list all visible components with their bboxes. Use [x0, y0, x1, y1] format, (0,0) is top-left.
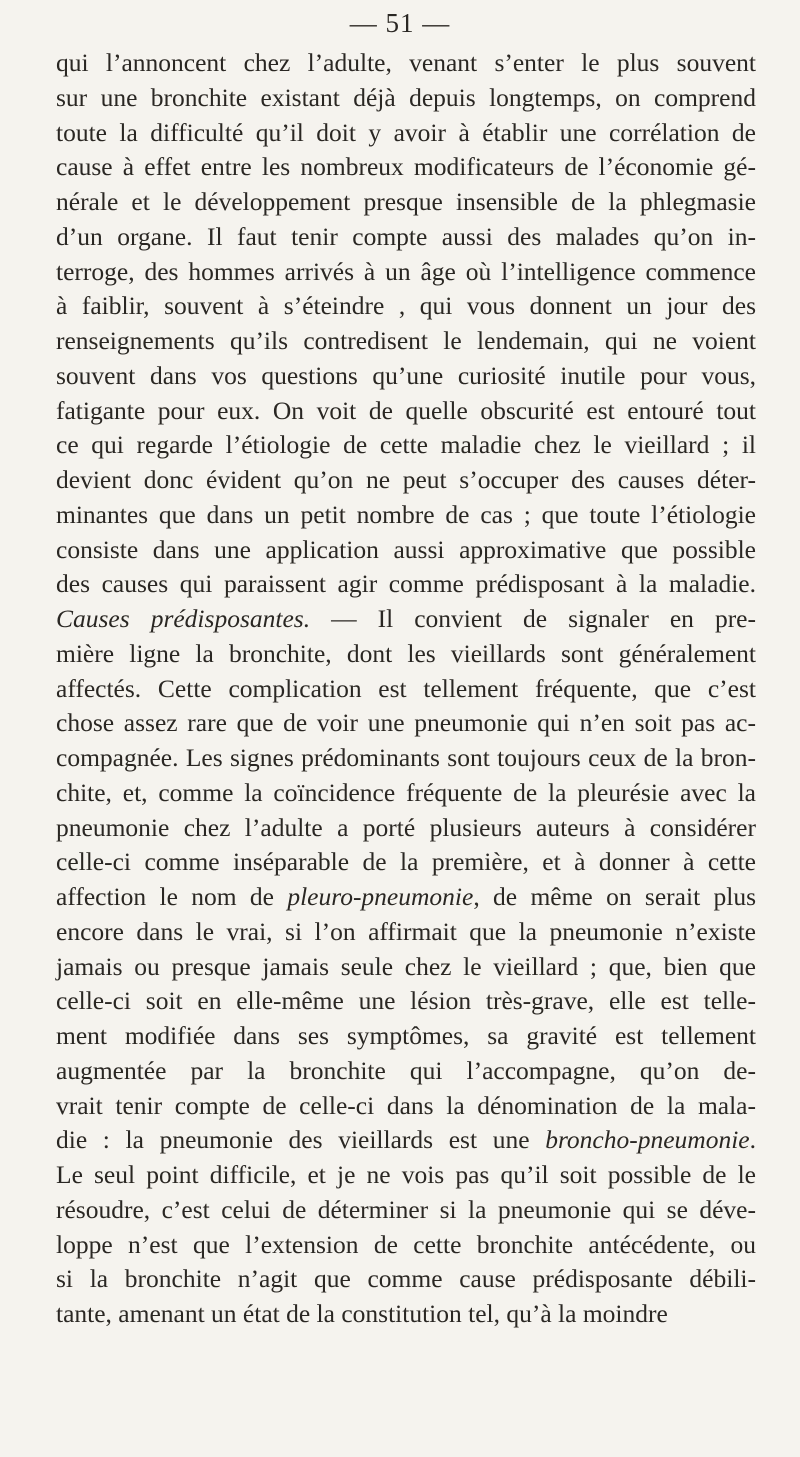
text-line: qui l’annoncent chez l’adulte, venant s’enter le plus souvent [56, 48, 756, 77]
text-run: , de même on serait plus [473, 882, 756, 911]
text-line [56, 602, 756, 637]
text-line: renseignements qu’ils contredisent le lendemain, qui ne voient [56, 326, 756, 355]
text-line: terroge, des hommes arrivés à un âge où l’intelligence commence [56, 256, 756, 286]
text-line: ce qui regarde l’étiologie de cette maladie chez le vieillard ; il [56, 430, 756, 460]
text-line: chite, et, comme la coïncidence fréquente de la pleurésie avec la [56, 777, 756, 807]
text-line: affectés. Cette complication est tellement fréquente, que c’est [56, 673, 756, 703]
text-line: souvent dans vos questions qu’une curiosité inutile pour vous, [56, 360, 756, 390]
page-number: — 51 — [349, 8, 451, 38]
text-run: die : la pneumonie des vieillards est une [56, 1125, 546, 1155]
text-line [56, 880, 756, 915]
text-line: augmentée par la bronchite qui l’accompagne, qu’on de- [56, 1055, 756, 1085]
text-line: consiste dans une application aussi approximative que possible [56, 534, 756, 564]
text-line: fatigante pour eux. On voit de quelle obscurité est entouré tout [56, 395, 756, 425]
text-line: compagnée. Les signes prédominants sont toujours ceux de la bron- [56, 743, 756, 772]
text-line: devient donc évident qu’on ne peut s’occuper des causes déter- [56, 465, 756, 494]
text-line: pneumonie chez l’adulte a porté plusieurs auteurs à considérer [56, 812, 756, 842]
text-line: vrait tenir compte de celle-ci dans la dénomination de la mala- [56, 1090, 756, 1120]
text-line: jamais ou presque jamais seule chez le vieillard ; que, bien que [56, 951, 756, 981]
text-line: Le seul point difficile, et je ne vois pas qu’il soit possible de le [56, 1160, 756, 1189]
text-line: minantes que dans un petit nombre de cas ; que toute l’étiologie [56, 499, 756, 529]
text-line: loppe n’est que l’extension de cette bronchite antécédente, ou [56, 1229, 756, 1259]
text-line: cause à effet entre les nombreux modificateurs de l’économie gé- [56, 152, 756, 182]
text-line: si la bronchite n’agit que comme cause prédisposante débili- [56, 1264, 756, 1294]
italic-term: broncho-pneumonie [545, 1125, 750, 1155]
text-line: résoudre, c’est celui de déterminer si la pneumonie qui se déve- [56, 1194, 756, 1224]
text-run: . [749, 1125, 756, 1155]
text-line: toute la difficulté qu’il doit y avoir à établir une corrélation de [56, 117, 756, 147]
text-line: sur une bronchite existant déjà depuis longtemps, on comprend [56, 82, 756, 112]
text-line: mière ligne la bronchite, dont les vieillards sont généralement [56, 638, 756, 668]
text-run: affection le nom de [56, 882, 288, 911]
text-line: à faiblir, souvent à s’éteindre , qui vous donnent un jour des [56, 291, 756, 321]
body-text [56, 46, 756, 1332]
italic-term: pleuro-pneumonie [287, 882, 474, 911]
text-line [56, 1123, 756, 1158]
text-line: celle-ci comme inséparable de la première, et à donner à cette [56, 847, 756, 877]
text-run: — Il convient de signaler en pre- [310, 604, 756, 633]
text-line: d’un organe. Il faut tenir compte aussi des malades qu’on in- [56, 221, 756, 251]
text-line: des causes qui paraissent agir comme prédisposant à la maladie. [56, 569, 756, 599]
text-line: encore dans le vrai, si l’on affirmait que la pneumonie n’existe [56, 916, 756, 946]
text-line: tante, amenant un état de la constitution tel, qu’à la moindre [56, 1299, 668, 1328]
text-line: celle-ci soit en elle-même une lésion très-grave, elle est telle- [56, 986, 756, 1016]
section-heading-italic: Causes prédisposantes. [56, 604, 311, 633]
text-line: ment modifiée dans ses symptômes, sa gravité est tellement [56, 1021, 756, 1050]
text-line: nérale et le développement presque insensible de la phlegmasie [56, 187, 756, 216]
text-line: chose assez rare que de voir une pneumonie qui n’en soit pas ac- [56, 708, 756, 738]
